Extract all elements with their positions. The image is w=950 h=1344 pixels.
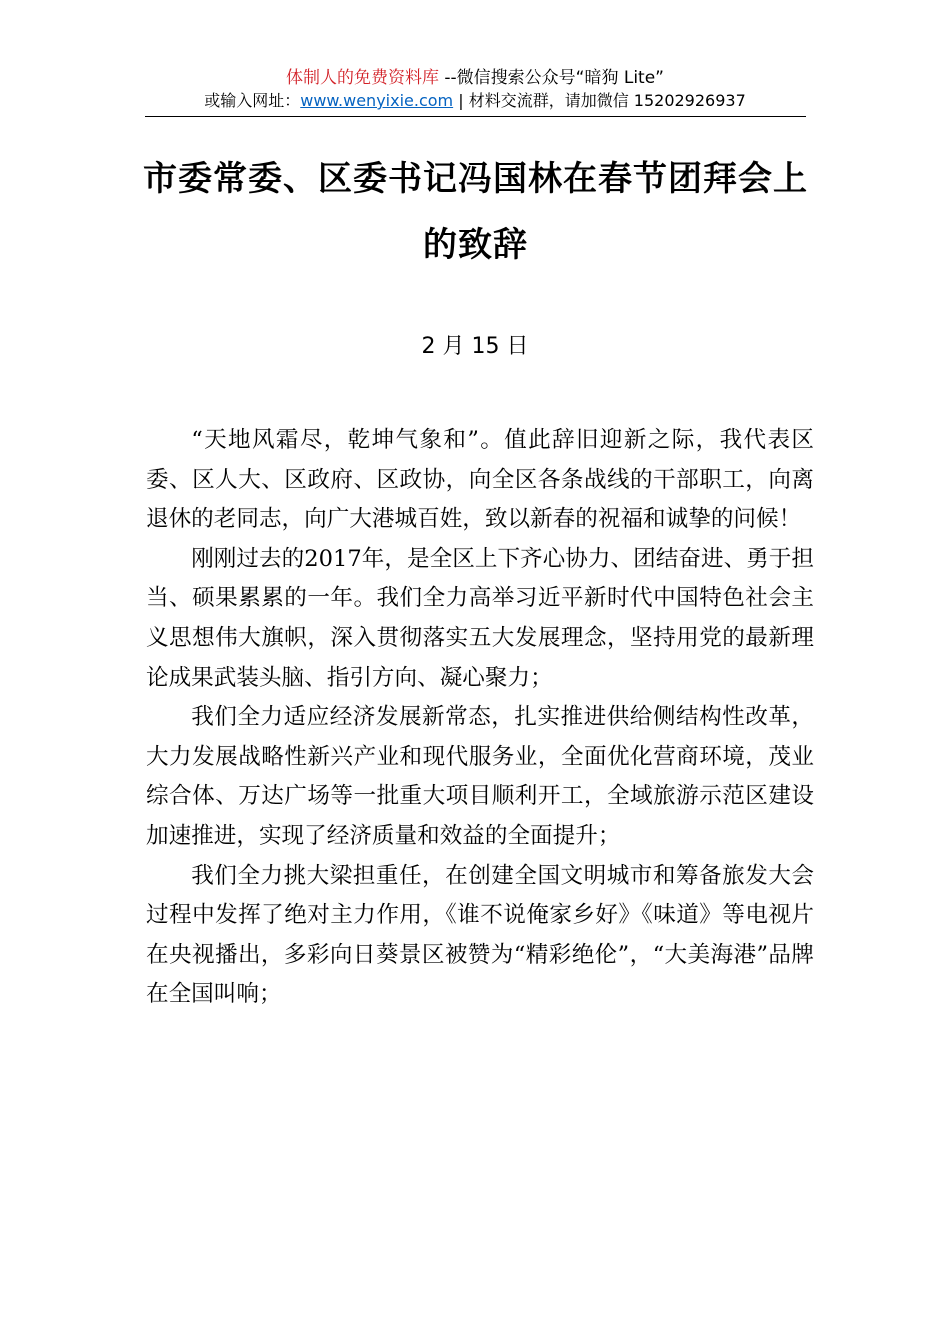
site-name: 体制人的免费资料库 [285, 68, 439, 88]
website-link[interactable]: www.wenyixie.com [300, 91, 454, 110]
header-contact-line [0, 90, 950, 112]
paragraph: 我们全力适应经济发展新常态，扎实推进供给侧结构性改革，大力发展战略性新兴产业和现代服务业，全面优化营商环境，茂业综合体、万达广场等一批重大项目顺利开工，全域旅游示范区建设加速推进，实现了经济质量和效益的全面提升； [146, 704, 814, 849]
paragraph: “天地风霜尽，乾坤气象和”。值此辞旧迎新之际，我代表区委、区人大、区政府、区政协，向全区各条战线的干部职工，向离退休的老同志，向广大港城百姓，致以新春的祝福和诚挚的问候！ [146, 427, 814, 533]
paragraph: 我们全力挑大梁担重任，在创建全国文明城市和筹备旅发大会过程中发挥了绝对主力作用，《谁不说俺家乡好》《味道》等电视片在央视播出，多彩向日葵景区被赞为“精彩绝伦”，“大美海港”品牌在全国叫响； [146, 862, 814, 1008]
document-header [0, 66, 950, 112]
document-date: 2 月 15 日 [421, 334, 529, 359]
url-prefix: 或输入网址： [204, 91, 301, 110]
document-body [146, 421, 814, 1015]
contact-text: | 材料交流群，请加微信 15202926937 [453, 91, 746, 110]
document-title: 市委常委、区委书记冯国林在春节团拜会上的致辞 [143, 159, 808, 265]
header-divider [145, 116, 806, 117]
header-promo-line [0, 66, 950, 90]
wechat-search-text: --微信搜索公众号“暗狗 Lite” [438, 68, 664, 88]
paragraph: 刚刚过去的2017年，是全区上下齐心协力、团结奋进、勇于担当、硕果累累的一年。我们全力高举习近平新时代中国特色社会主义思想伟大旗帜，深入贯彻落实五大发展理念，坚持用党的最新理论成果武装头脑、指引方向、凝心聚力； [146, 545, 814, 691]
